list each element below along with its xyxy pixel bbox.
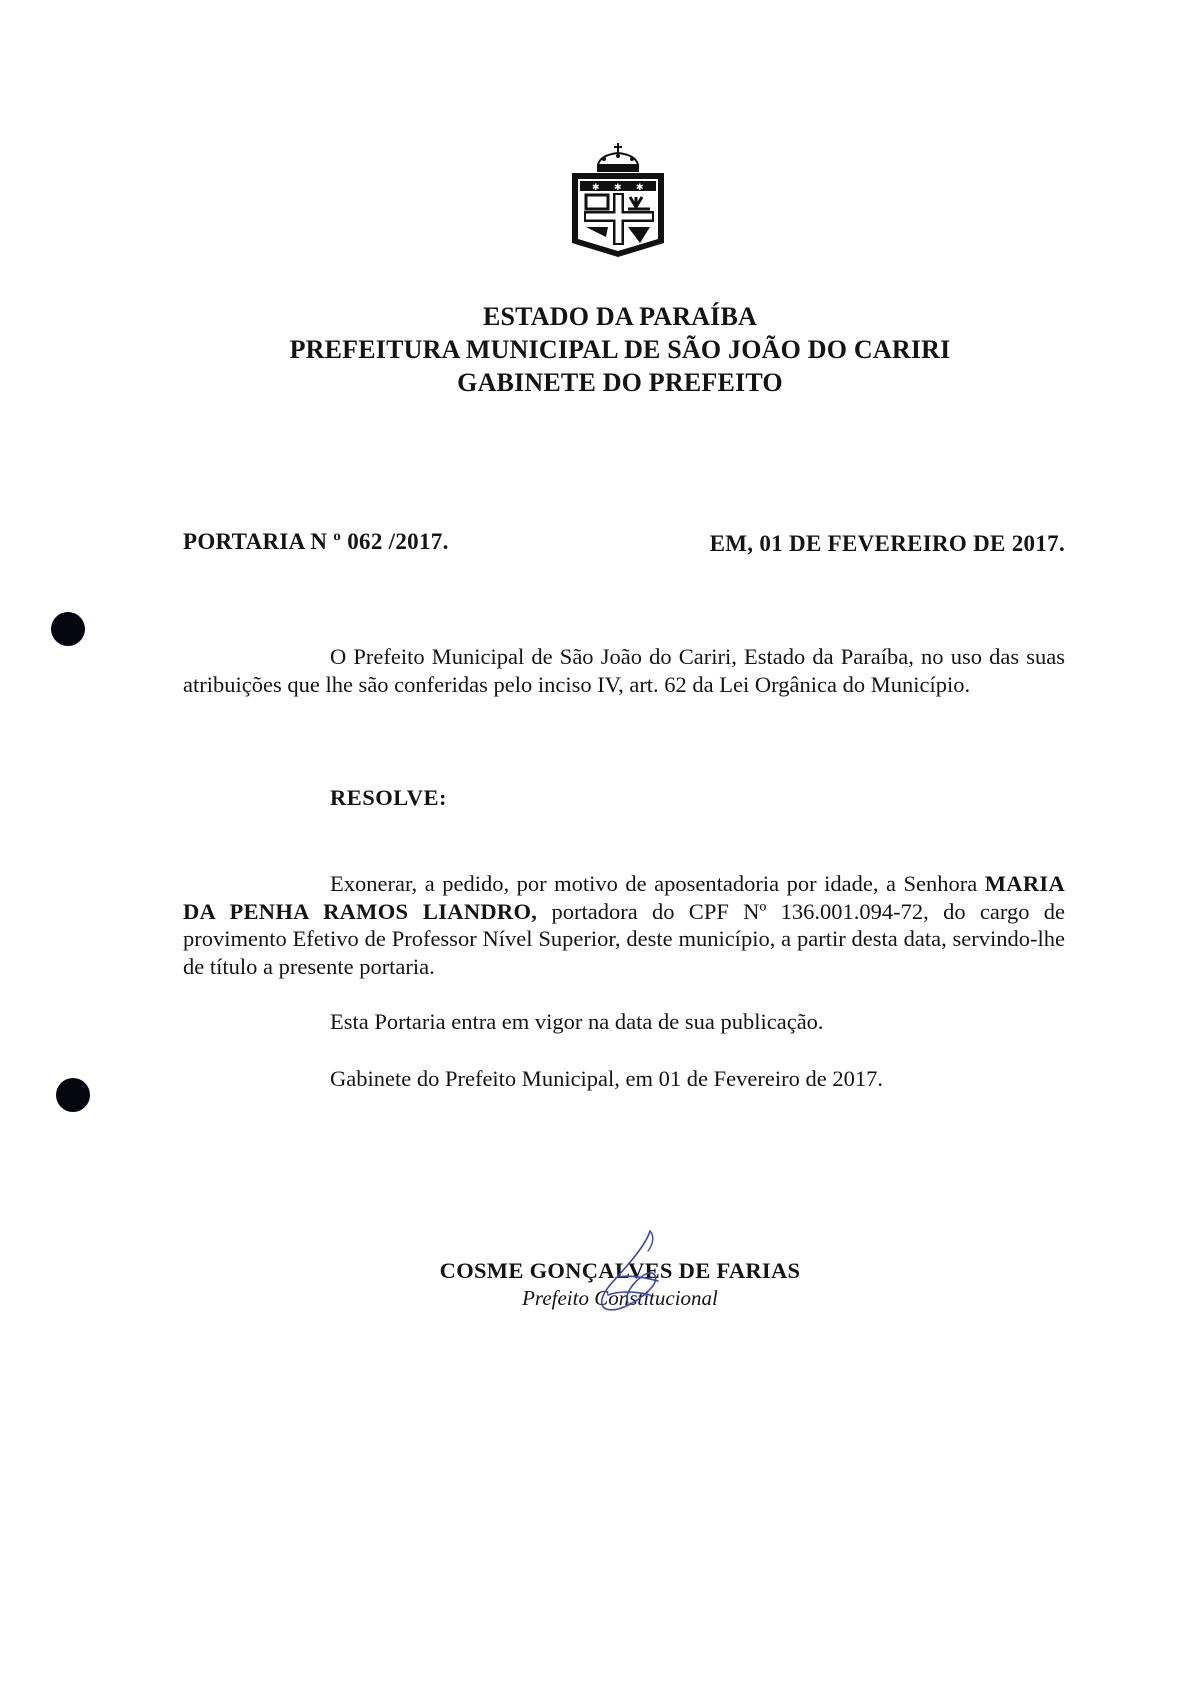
portaria-number: PORTARIA N º 062 /2017.: [183, 529, 449, 554]
employee-name: MARIA DA PENHA RAMOS LIANDRO,: [183, 871, 1065, 924]
effect-paragraph: Esta Portaria entra em vigor na data de sua publicação.: [330, 1009, 824, 1034]
svg-text:✱: ✱: [636, 183, 644, 193]
punch-hole-top: [51, 612, 85, 646]
svg-text:✱: ✱: [592, 183, 600, 193]
letterhead: [0, 300, 1200, 399]
decision-text-end: portadora do CPF Nº 136.001.094-72, do cargo de provimento Efetivo de Professor Nível Superior, deste município, a partir desta data, servindo-lhe de título a presente portaria.: [183, 898, 1065, 979]
signatory-name: COSME GONÇALVES DE FARIAS: [439, 1258, 801, 1283]
decision-text-start: Exonerar, a pedido, por motivo de aposentadoria por idade, a Senhora: [330, 871, 985, 896]
decision-paragraph: [183, 870, 1065, 980]
svg-text:✱: ✱: [614, 183, 622, 193]
office-name: GABINETE DO PREFEITO: [457, 368, 783, 397]
handwritten-signature: [588, 1225, 678, 1315]
resolve-heading: RESOLVE:: [330, 785, 447, 810]
portaria-date: EM, 01 DE FEVEREIRO DE 2017.: [709, 531, 1065, 556]
intro-paragraph: O Prefeito Municipal de São João do Cariri, Estado da Paraíba, no uso das suas atribuições que lhe são conferidas pelo inciso IV, art. 62 da Lei Orgânica do Município.: [183, 644, 1065, 697]
closing-paragraph: Gabinete do Prefeito Municipal, em 01 de Fevereiro de 2017.: [330, 1066, 883, 1091]
state-name: ESTADO DA PARAÍBA: [482, 302, 758, 331]
prefecture-name: PREFEITURA MUNICIPAL DE SÃO JOÃO DO CARIRI: [289, 335, 951, 364]
signatory-title: Prefeito Constitucional: [522, 1286, 718, 1310]
coat-of-arms-icon: [570, 143, 666, 261]
punch-hole-bottom: [56, 1078, 90, 1112]
